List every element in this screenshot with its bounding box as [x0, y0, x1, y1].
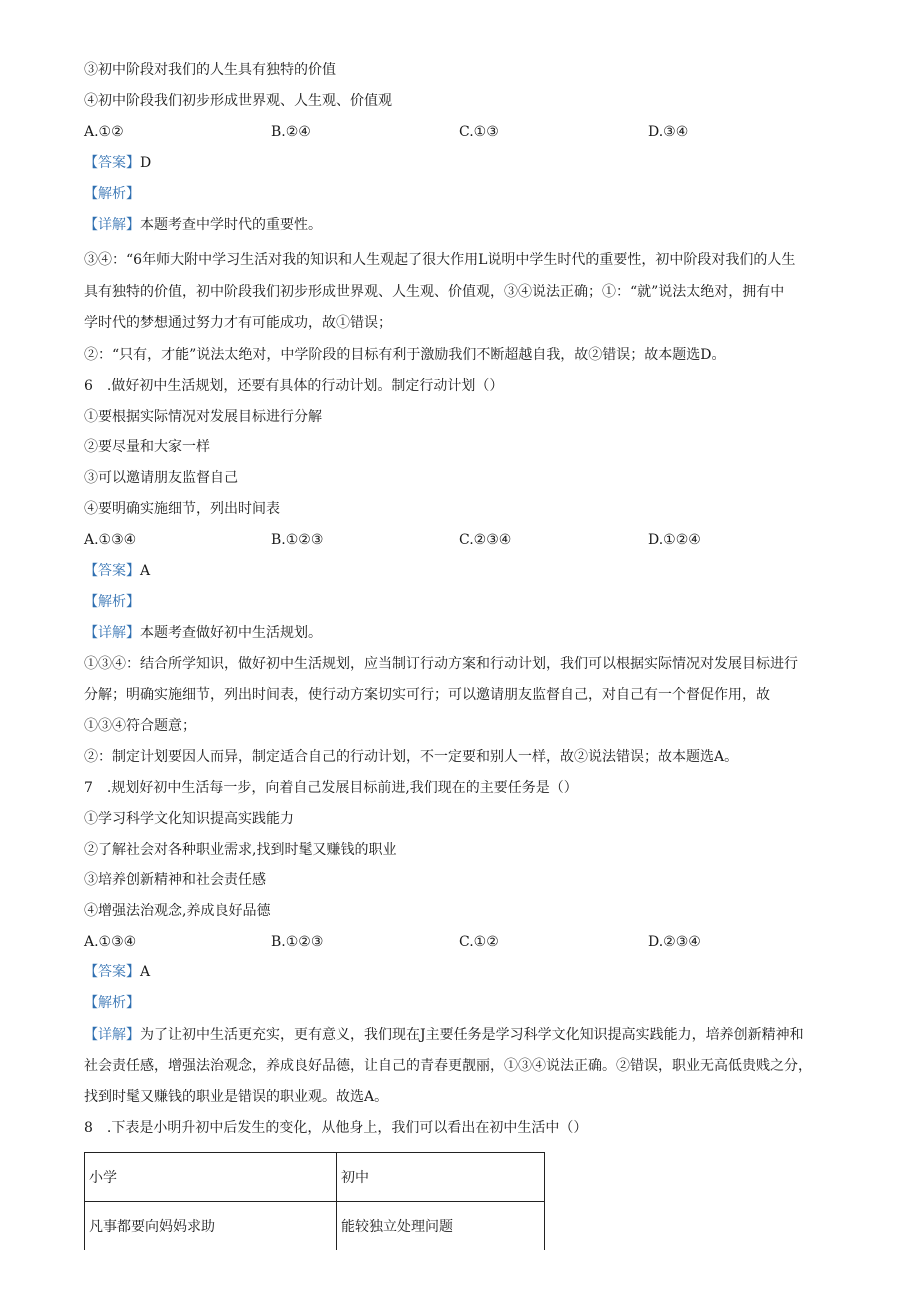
q5-item-3: ③初中阶段对我们的人生具有独特的价值 [84, 62, 336, 78]
detail-text: 为了让初中生活更充实，更有意义，我们现在J主要任务是学习科学文化知识提高实践能力，培养创新精神和 [140, 1027, 804, 1043]
q5-detail [84, 215, 322, 235]
q5-option-c: C.①③ [459, 124, 499, 140]
detail-tag: 【详解】 [84, 1027, 140, 1043]
q5-option-d: D.③④ [648, 124, 689, 140]
q7-analysis-tag: 【解析】 [84, 995, 140, 1011]
q6-item-1: ①要根据实际情况对发展目标进行分解 [84, 409, 322, 425]
q6-answer [84, 561, 150, 581]
q6-analysis-tag: 【解析】 [84, 594, 140, 610]
detail-text: 本题考查做好初中生活规划。 [140, 625, 322, 641]
q6-explanation-line: ②：制定计划要因人而异，制定适合自己的行动计划，不一定要和别人一样，故②说法错误；故本题选A。 [84, 749, 739, 765]
q6-explanation-line: ①③④符合题意； [84, 718, 196, 734]
q7-option-d: D.②③④ [648, 934, 701, 950]
table-cell: 能较独立处理问题 [337, 1202, 545, 1251]
detail-tag: 【详解】 [84, 217, 140, 233]
answer-value: A [140, 964, 151, 980]
q6-option-d: D.①②④ [648, 532, 701, 548]
q7-item-4: ④增强法治观念,养成良好品德 [84, 903, 271, 919]
q5-explanation-line: 具有独特的价值，初中阶段我们初步形成世界观、人生观、价值观，③④说法正确；①：“就”说法太绝对，拥有中 [84, 284, 785, 300]
q6-item-4: ④要明确实施细节，列出时间表 [84, 501, 280, 517]
table-cell: 凡事都要向妈妈求助 [85, 1202, 337, 1251]
q6-explanation-line: ①③④：结合所学知识，做好初中生活规划，应当制订行动方案和行动计划，我们可以根据实际情况对发展目标进行 [84, 656, 798, 672]
q7-answer [84, 962, 150, 982]
q7-stem: 7 .规划好初中生活每一步，向着自己发展目标前进,我们现在的主要任务是（） [84, 780, 578, 796]
q5-item-4: ④初中阶段我们初步形成世界观、人生观、价值观 [84, 93, 392, 109]
q7-explanation-line: 找到时髦又赚钱的职业是错误的职业观。故选A。 [84, 1089, 389, 1105]
q7-explanation-line: 社会责任感，增强法治观念，养成良好品德，让自己的青春更靓丽，①③④说法正确。②错误，职业无高低贵贱之分， [84, 1058, 812, 1074]
q6-option-b: B.①②③ [271, 532, 324, 548]
table-row [85, 1202, 545, 1251]
q8-stem: 8 .下表是小明升初中后发生的变化，从他身上，我们可以看出在初中生活中（） [84, 1120, 588, 1136]
q7-option-c: C.①② [459, 934, 499, 950]
q7-option-a: A.①③④ [84, 934, 137, 950]
table-header-row [85, 1153, 545, 1202]
q6-option-a: A.①③④ [84, 532, 137, 548]
q6-detail [84, 623, 322, 643]
answer-value: A [140, 563, 151, 579]
table-header-cell: 初中 [337, 1153, 545, 1202]
answer-tag: 【答案】 [84, 964, 140, 980]
answer-tag: 【答案】 [84, 155, 140, 171]
q5-explanation-line: ③④：“6年师大附中学习生活对我的知识和人生观起了很大作用L说明中学生时代的重要性，初中阶段对我们的人生 [84, 252, 796, 268]
q5-option-a: A.①② [84, 124, 124, 140]
q5-option-b: B.②④ [271, 124, 311, 140]
q6-option-c: C.②③④ [459, 532, 512, 548]
q6-explanation-line: 分解；明确实施细节，列出时间表，使行动方案切实可行；可以邀请朋友监督自己，对自己有一个督促作用，故 [84, 687, 770, 703]
q7-item-3: ③培养创新精神和社会责任感 [84, 872, 266, 888]
q5-answer [84, 153, 151, 173]
q7-option-b: B.①②③ [271, 934, 324, 950]
answer-tag: 【答案】 [84, 563, 140, 579]
q7-detail [84, 1025, 804, 1045]
table-header-cell: 小学 [85, 1153, 337, 1202]
answer-value: D [140, 155, 152, 171]
q7-item-2: ②了解社会对各种职业需求,找到时髦又赚钱的职业 [84, 842, 397, 858]
detail-text: 本题考查中学时代的重要性。 [140, 217, 322, 233]
q8-comparison-table [84, 1152, 545, 1250]
q5-explanation-line: 学时代的梦想通过努力才有可能成功，故①错误； [84, 315, 392, 331]
q6-item-2: ②要尽量和大家一样 [84, 439, 210, 455]
q7-item-1: ①学习科学文化知识提高实践能力 [84, 811, 294, 827]
q5-explanation-line: ②：“只有，才能”说法太绝对，中学阶段的目标有利于激励我们不断超越自我，故②错误；故本题选D。 [84, 347, 726, 363]
q5-analysis-tag: 【解析】 [84, 186, 140, 202]
q6-stem: 6 .做好初中生活规划，还要有具体的行动计划。制定行动计划（） [84, 378, 504, 394]
detail-tag: 【详解】 [84, 625, 140, 641]
q6-item-3: ③可以邀请朋友监督自己 [84, 470, 238, 486]
